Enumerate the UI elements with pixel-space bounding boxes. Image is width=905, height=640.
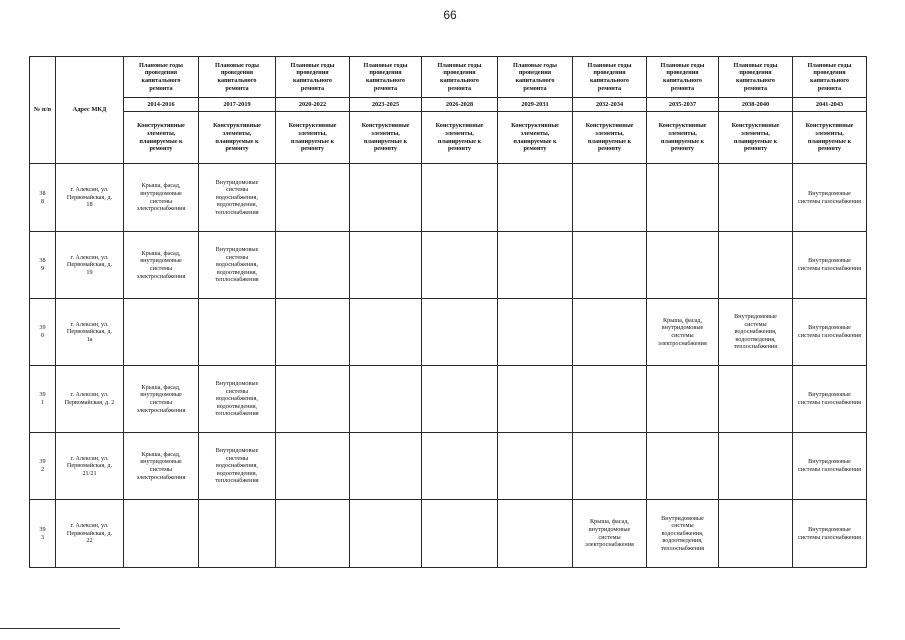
header-elements: Конструктивные элементы, планируемые к ремонту (793, 112, 867, 164)
repair-cell-2017-2019 (199, 500, 276, 568)
repair-cell-2041-2043: Внутридомовые системы газоснабжения (793, 164, 867, 232)
repair-cell-2020-2022 (276, 232, 350, 299)
header-period: 2038-2040 (719, 98, 793, 112)
repair-cell-2017-2019: Внутридомовые системы водоснабжения, водоотведения, теплоснабжения (199, 366, 276, 433)
repair-cell-2038-2040 (719, 500, 793, 568)
row-address: г. Алексин, ул. Первомайская, д. 21/21 (56, 433, 124, 500)
repair-cell-2038-2040: Внутридомовые системы водоснабжения, водоотведения, теплоснабжения (719, 299, 793, 366)
header-period: 2023-2025 (350, 98, 422, 112)
repair-cell-2038-2040 (719, 232, 793, 299)
row-number: 388 (30, 164, 56, 232)
repair-cell-2032-2034 (573, 366, 647, 433)
header-period: 2032-2034 (573, 98, 647, 112)
row-number: 389 (30, 232, 56, 299)
header-plan-years: Плановые годы проведения капитального ремонта (124, 57, 199, 98)
page-number: 66 (443, 8, 457, 22)
header-plan-years: Плановые годы проведения капитального ремонта (498, 57, 573, 98)
header-plan-years: Плановые годы проведения капитального ремонта (793, 57, 867, 98)
header-elements: Конструктивные элементы, планируемые к ремонту (350, 112, 422, 164)
repair-cell-2017-2019: Внутридомовые системы водоснабжения, водоотведения, теплоснабжения (199, 232, 276, 299)
repair-cell-2029-2031 (498, 366, 573, 433)
repair-cell-2035-2037 (647, 433, 719, 500)
header-plan-years: Плановые годы проведения капитального ремонта (719, 57, 793, 98)
header-elements: Конструктивные элементы, планируемые к ремонту (498, 112, 573, 164)
repair-cell-2029-2031 (498, 299, 573, 366)
row-address: г. Алексин, ул. Первомайская, д. 19 (56, 232, 124, 299)
repair-cell-2014-2016 (124, 500, 199, 568)
header-period: 2035-2037 (647, 98, 719, 112)
row-number: 391 (30, 366, 56, 433)
row-number: 392 (30, 433, 56, 500)
table-row (30, 164, 867, 232)
header-row-plan-years (30, 57, 867, 98)
repair-cell-2029-2031 (498, 232, 573, 299)
repair-cell-2035-2037: Внутридомовые системы водоснабжения, водоотведения, теплоснабжения (647, 500, 719, 568)
repair-cell-2017-2019: Внутридомовые системы водоснабжения, водоотведения, теплоснабжения (199, 164, 276, 232)
row-address: г. Алексин, ул. Первомайская, д. 1а (56, 299, 124, 366)
repair-cell-2035-2037 (647, 366, 719, 433)
repair-cell-2014-2016 (124, 299, 199, 366)
header-row-elements (30, 112, 867, 164)
repair-cell-2014-2016: Крыша, фасад, внутридомовые системы электроснабжения (124, 232, 199, 299)
repair-cell-2032-2034: Крыша, фасад, внутридомовые системы электроснабжения (573, 500, 647, 568)
repair-cell-2023-2025 (350, 500, 422, 568)
repair-cell-2029-2031 (498, 433, 573, 500)
repair-cell-2026-2028 (422, 366, 498, 433)
table-row (30, 433, 867, 500)
repair-cell-2014-2016: Крыша, фасад, внутридомовые системы электроснабжения (124, 366, 199, 433)
header-elements: Конструктивные элементы, планируемые к ремонту (199, 112, 276, 164)
header-plan-years: Плановые годы проведения капитального ремонта (573, 57, 647, 98)
repair-cell-2041-2043: Внутридомовые системы газоснабжения (793, 366, 867, 433)
repair-cell-2041-2043: Внутридомовые системы газоснабжения (793, 299, 867, 366)
repair-cell-2014-2016: Крыша, фасад, внутридомовые системы электроснабжения (124, 164, 199, 232)
repair-cell-2020-2022 (276, 366, 350, 433)
repair-cell-2020-2022 (276, 164, 350, 232)
header-elements: Конструктивные элементы, планируемые к ремонту (719, 112, 793, 164)
header-row-number: № п/п (30, 57, 56, 164)
repair-cell-2020-2022 (276, 433, 350, 500)
row-number: 393 (30, 500, 56, 568)
header-period: 2026-2028 (422, 98, 498, 112)
repair-cell-2038-2040 (719, 433, 793, 500)
header-plan-years: Плановые годы проведения капитального ремонта (647, 57, 719, 98)
header-elements: Конструктивные элементы, планируемые к ремонту (422, 112, 498, 164)
capital-repair-schedule-table (29, 56, 867, 568)
repair-cell-2014-2016: Крыша, фасад, внутридомовые системы электроснабжения (124, 433, 199, 500)
header-period: 2041-2043 (793, 98, 867, 112)
row-address: г. Алексин, ул. Первомайская, д. 18 (56, 164, 124, 232)
repair-cell-2032-2034 (573, 433, 647, 500)
repair-cell-2041-2043: Внутридомовые системы газоснабжения (793, 232, 867, 299)
header-row-periods (30, 98, 867, 112)
repair-cell-2023-2025 (350, 433, 422, 500)
repair-cell-2038-2040 (719, 164, 793, 232)
repair-cell-2023-2025 (350, 299, 422, 366)
repair-cell-2020-2022 (276, 500, 350, 568)
repair-cell-2029-2031 (498, 164, 573, 232)
header-elements: Конструктивные элементы, планируемые к ремонту (573, 112, 647, 164)
repair-cell-2023-2025 (350, 366, 422, 433)
repair-cell-2017-2019: Внутридомовые системы водоснабжения, водоотведения, теплоснабжения (199, 433, 276, 500)
table-row (30, 366, 867, 433)
header-elements: Конструктивные элементы, планируемые к ремонту (647, 112, 719, 164)
repair-cell-2023-2025 (350, 232, 422, 299)
repair-cell-2026-2028 (422, 433, 498, 500)
repair-cell-2020-2022 (276, 299, 350, 366)
header-period: 2029-2031 (498, 98, 573, 112)
repair-cell-2035-2037: Крыша, фасад, внутридомовые системы электроснабжения (647, 299, 719, 366)
header-elements: Конструктивные элементы, планируемые к ремонту (276, 112, 350, 164)
header-plan-years: Плановые годы проведения капитального ремонта (276, 57, 350, 98)
repair-cell-2017-2019 (199, 299, 276, 366)
repair-cell-2035-2037 (647, 232, 719, 299)
repair-cell-2026-2028 (422, 299, 498, 366)
header-plan-years: Плановые годы проведения капитального ремонта (199, 57, 276, 98)
table-row (30, 500, 867, 568)
header-plan-years: Плановые годы проведения капитального ремонта (422, 57, 498, 98)
row-number: 390 (30, 299, 56, 366)
footnote-separator (0, 628, 120, 629)
repair-cell-2023-2025 (350, 164, 422, 232)
repair-cell-2032-2034 (573, 232, 647, 299)
repair-cell-2029-2031 (498, 500, 573, 568)
repair-cell-2026-2028 (422, 500, 498, 568)
repair-cell-2032-2034 (573, 299, 647, 366)
header-period: 2014-2016 (124, 98, 199, 112)
header-address: Адрес МКД (56, 57, 124, 164)
repair-cell-2038-2040 (719, 366, 793, 433)
repair-cell-2026-2028 (422, 232, 498, 299)
repair-cell-2032-2034 (573, 164, 647, 232)
row-address: г. Алексин, ул. Первомайская, д. 2 (56, 366, 124, 433)
repair-cell-2026-2028 (422, 164, 498, 232)
header-elements: Конструктивные элементы, планируемые к ремонту (124, 112, 199, 164)
repair-cell-2041-2043: Внутридомовые системы газоснабжения (793, 500, 867, 568)
header-plan-years: Плановые годы проведения капитального ремонта (350, 57, 422, 98)
header-period: 2017-2019 (199, 98, 276, 112)
repair-cell-2041-2043: Внутридомовые системы газоснабжения (793, 433, 867, 500)
row-address: г. Алексин, ул. Первомайская, д. 22 (56, 500, 124, 568)
header-period: 2020-2022 (276, 98, 350, 112)
table-row (30, 232, 867, 299)
repair-cell-2035-2037 (647, 164, 719, 232)
table-row (30, 299, 867, 366)
